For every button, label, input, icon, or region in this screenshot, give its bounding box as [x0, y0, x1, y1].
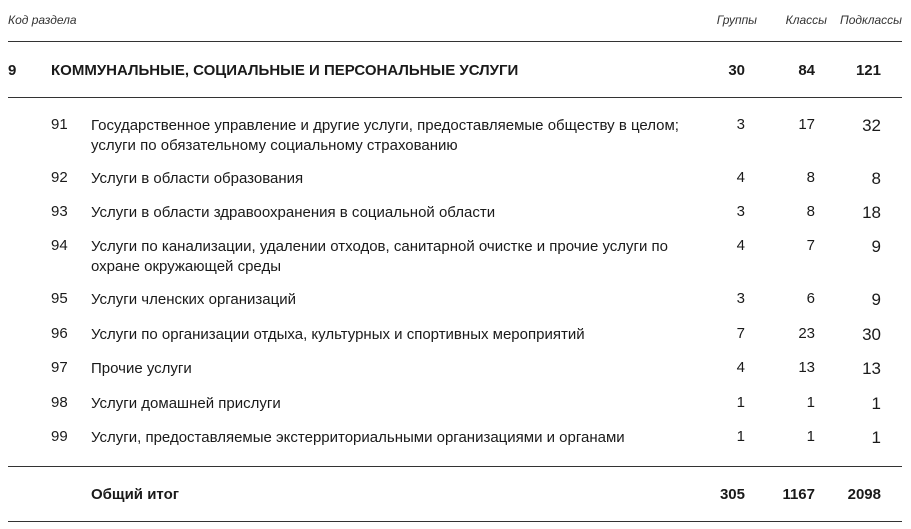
row-name: Услуги по канализации, удалении отходов, санитарной очистке и прочие услуги по охране окружающей среды	[91, 238, 669, 275]
section-code: 9	[8, 62, 17, 79]
row-subclasses: 30	[862, 325, 881, 344]
row-subclasses: 32	[862, 116, 881, 135]
row-subclasses: 1	[871, 428, 881, 447]
header-divider	[8, 41, 902, 42]
row-groups: 4	[736, 359, 745, 376]
row-groups: 7	[736, 325, 745, 342]
row-name: Государственное управление и другие услуги, предоставляемые обществу в целом; услуги по обязательному социальному страхованию	[91, 117, 679, 154]
total-divider	[8, 466, 902, 467]
row-subclasses: 18	[862, 203, 881, 222]
row-code: 95	[51, 290, 68, 307]
row-code: 94	[51, 237, 68, 254]
row-name: Услуги в области образования	[91, 170, 304, 187]
section-title: КОММУНАЛЬНЫЕ, СОЦИАЛЬНЫЕ И ПЕРСОНАЛЬНЫЕ УСЛУГИ	[51, 62, 519, 79]
row-classes: 8	[806, 203, 815, 220]
row-classes: 7	[806, 237, 815, 254]
row-classes: 23	[798, 325, 815, 342]
column-header-code: Код раздела	[8, 13, 77, 27]
row-name: Услуги в области здравоохранения в социальной области	[91, 204, 496, 221]
row-classes: 1	[806, 394, 815, 411]
row-classes: 17	[798, 116, 815, 133]
section-divider	[8, 97, 902, 98]
row-groups: 3	[736, 203, 745, 220]
total-subclasses: 2098	[847, 486, 881, 503]
row-groups: 3	[736, 290, 745, 307]
total-classes: 1167	[782, 486, 815, 503]
column-header-groups: Группы	[716, 13, 757, 27]
row-subclasses: 9	[871, 290, 881, 309]
row-code: 97	[51, 359, 68, 376]
row-classes: 13	[798, 359, 815, 376]
row-name: Услуги домашней прислуги	[91, 395, 281, 412]
column-header-subclasses: Подклассы	[840, 13, 902, 27]
row-code: 92	[51, 169, 68, 186]
row-subclasses: 9	[871, 237, 881, 256]
row-classes: 8	[806, 169, 815, 186]
row-name: Услуги по организации отдыха, культурных и спортивных мероприятий	[91, 326, 585, 343]
section-classes: 84	[798, 62, 815, 79]
total-groups: 305	[719, 486, 745, 503]
row-name: Услуги членских организаций	[91, 291, 296, 308]
row-classes: 6	[806, 290, 815, 307]
bottom-divider	[8, 521, 902, 522]
section-subclasses: 121	[855, 62, 881, 79]
row-groups: 1	[736, 394, 745, 411]
row-classes: 1	[806, 428, 815, 445]
row-name: Услуги, предоставляемые экстерриториальными организациями и органами	[91, 429, 625, 446]
row-code: 98	[51, 394, 68, 411]
row-groups: 1	[736, 428, 745, 445]
row-subclasses: 13	[862, 359, 881, 378]
row-groups: 4	[736, 237, 745, 254]
column-header-classes: Классы	[785, 13, 827, 27]
section-groups: 30	[728, 62, 745, 79]
row-subclasses: 1	[871, 394, 881, 413]
row-groups: 4	[736, 169, 745, 186]
row-code: 96	[51, 325, 68, 342]
row-groups: 3	[736, 116, 745, 133]
total-label: Общий итог	[91, 486, 179, 503]
row-code: 93	[51, 203, 68, 220]
row-code: 99	[51, 428, 68, 445]
row-code: 91	[51, 116, 68, 133]
row-subclasses: 8	[871, 169, 881, 188]
row-name: Прочие услуги	[91, 360, 192, 377]
